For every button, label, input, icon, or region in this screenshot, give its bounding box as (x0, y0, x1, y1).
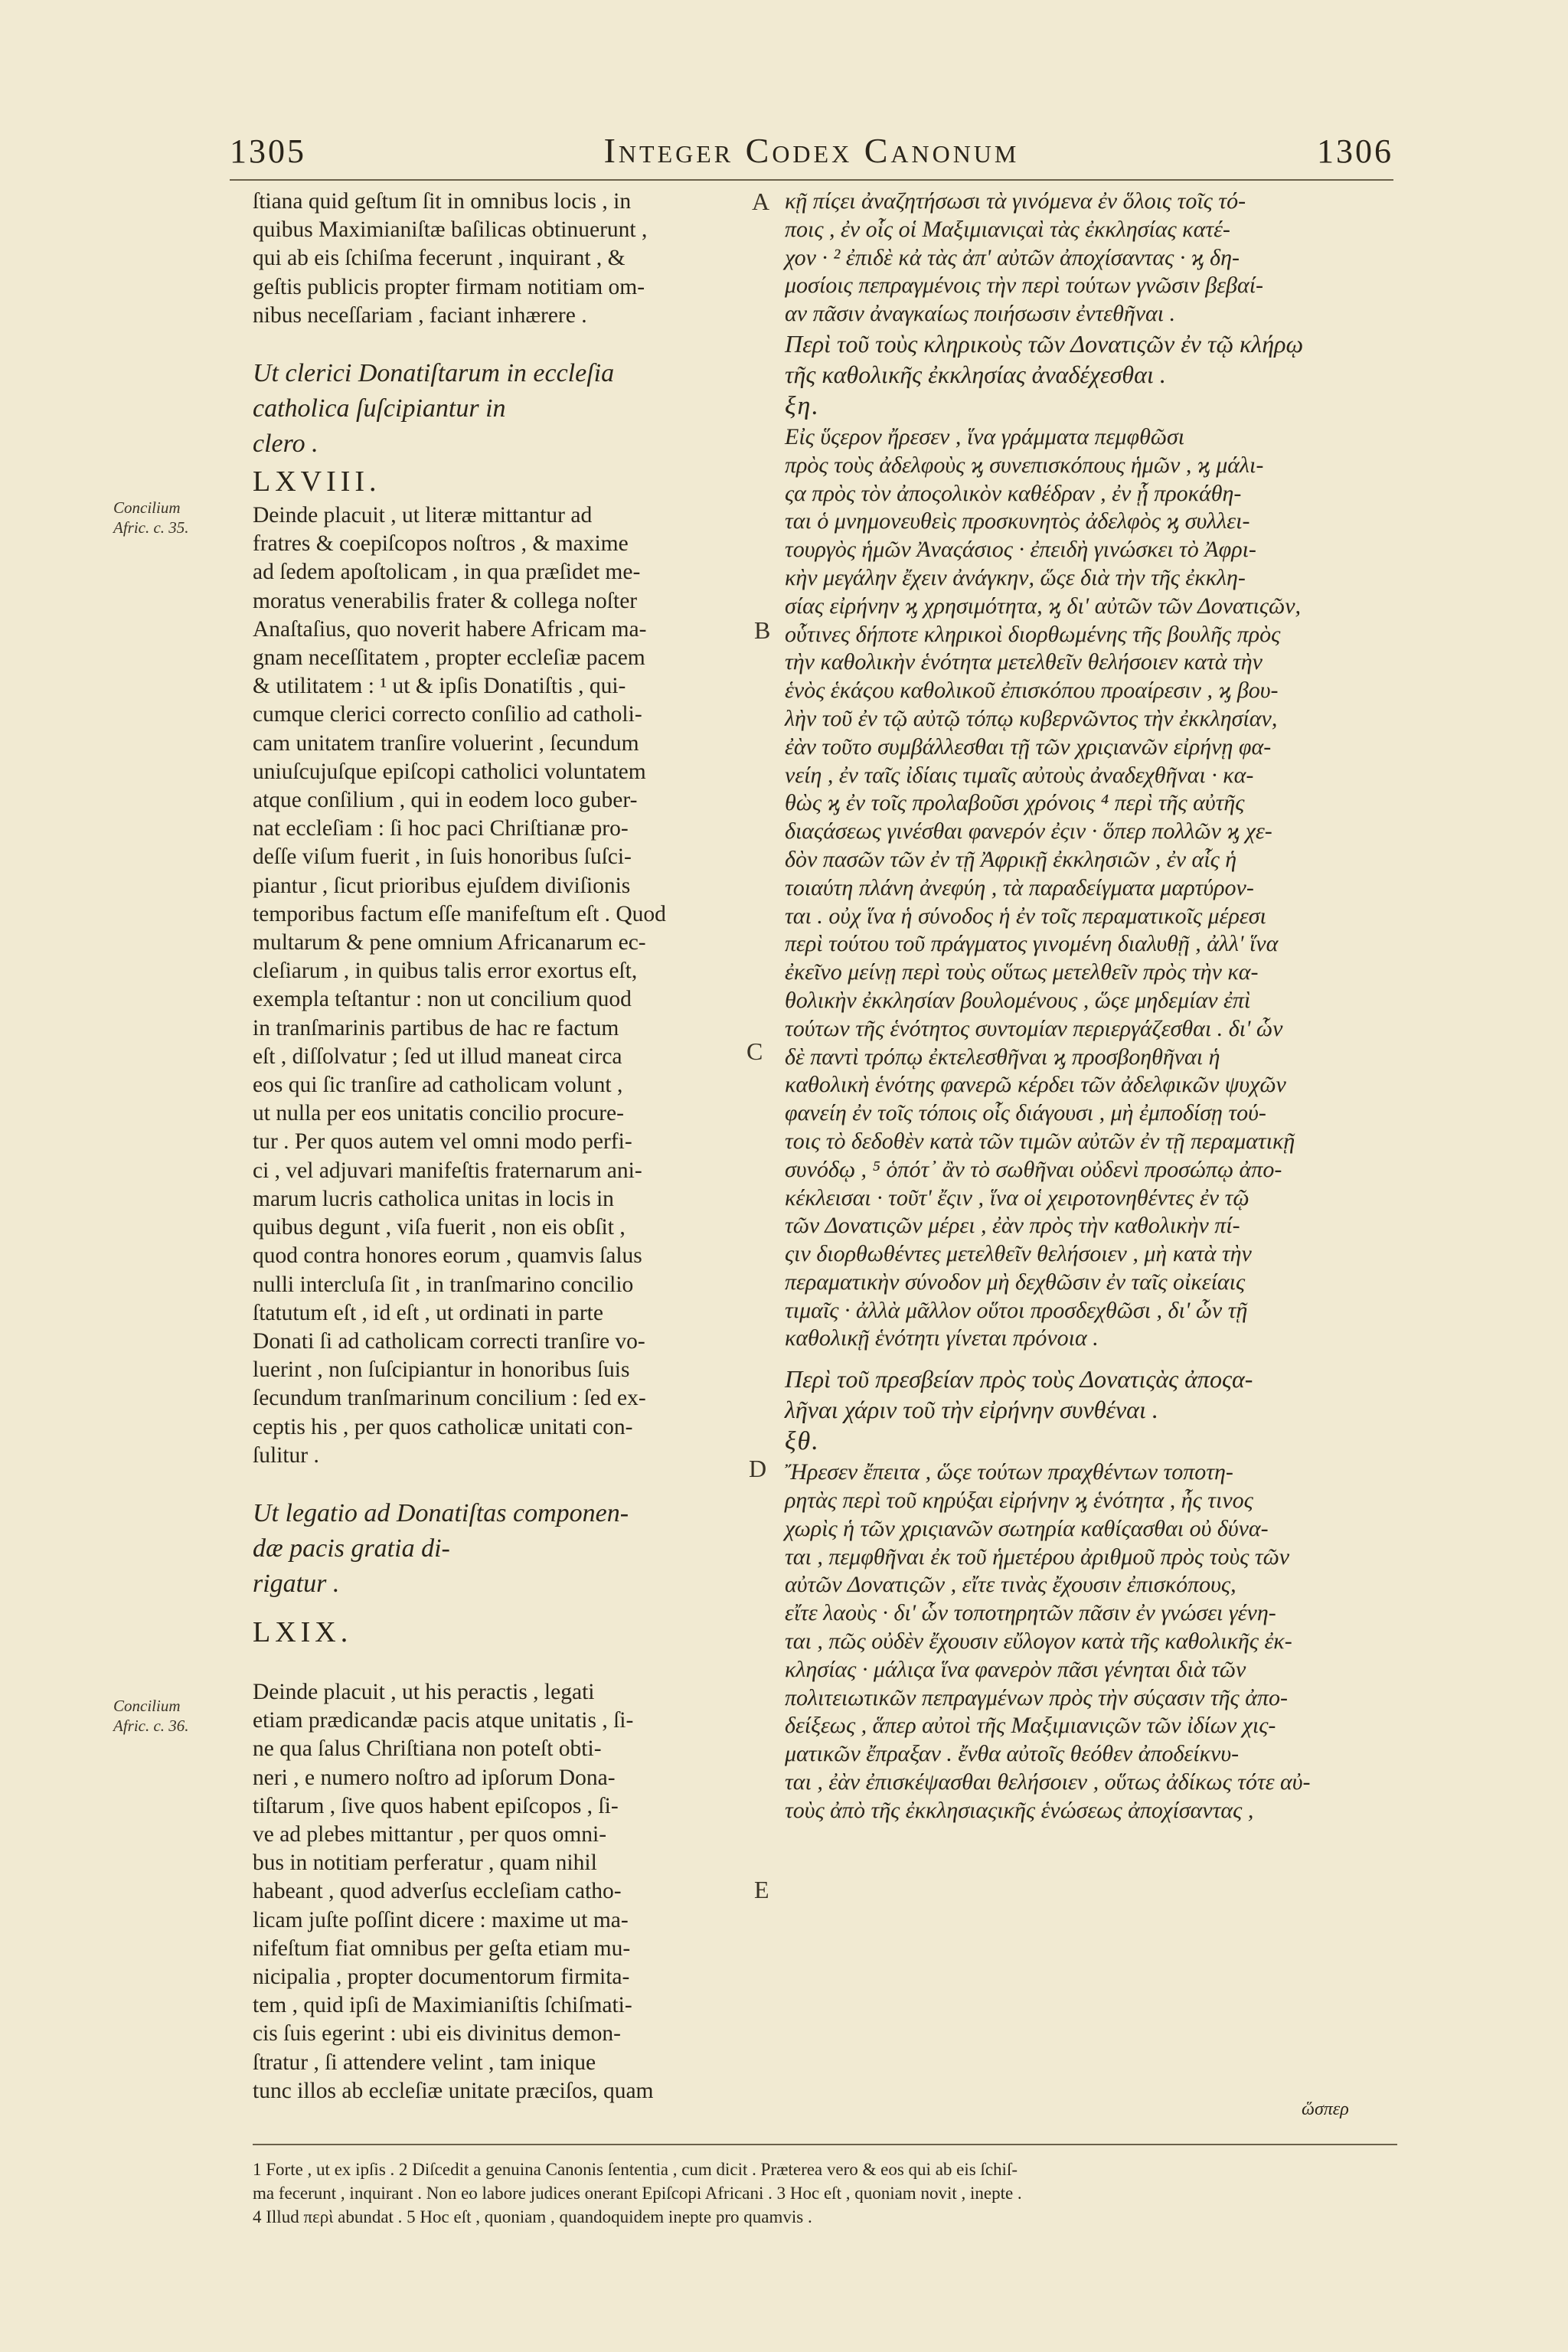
text-line: πολιτειωτικῶν πεπραγμένων πρὸς τὴν σύςασιν τῆς ἀπο- (785, 1684, 1288, 1710)
text-line: nicipalia , propter documentorum firmita- (253, 1964, 630, 1989)
text-line: licam juſte poſſint dicere : maxime ut ma- (253, 1907, 629, 1932)
text-line: σίας εἰρήνην ϗ χρησιμότητα, ϗ δι' αὐτῶν τῶν Δονατιςῶν, (785, 593, 1302, 619)
section-marker-d: D (749, 1455, 767, 1482)
text-line: cumque clerici correcto conſilio ad catholi- (253, 702, 642, 727)
text-line: ad ſedem apoſtolicam , in qua præſidet me- (253, 560, 641, 585)
text-line: bus in notitiam perferatur , quam nihil (253, 1851, 597, 1876)
text-line: cam unitatem tranſire voluerint , ſecundum (253, 730, 639, 756)
latin-canon-number-69: LXIX. (253, 1615, 353, 1648)
margin-note-line: Afric. c. 35. (113, 518, 189, 537)
text-line: quibus Maximianiſtæ baſilicas obtinuerunt , (253, 217, 648, 243)
text-line: ne qua ſalus Chriſtiana non poteſt obti- (253, 1736, 602, 1762)
text-line: tem , quid ipſi de Maximianiſtis ſchiſmati- (253, 1993, 632, 2018)
text-line: piantur , ſicut prioribus ejuſdem diviſionis (253, 873, 631, 898)
text-line: ρητὰς περὶ τοῦ κηρύξαι εἰρήνην ϗ ἑνότητα , ἧς τινος (785, 1488, 1253, 1514)
text-line: ſtatutum eſt , id eſt , ut ordinati in parte (253, 1300, 603, 1325)
section-marker-a: A (752, 188, 770, 215)
text-line: δείξεως , ἅπερ αὐτοὶ τῆς Μαξιμιανιςῶν τῶν ἰδίων χις- (785, 1713, 1276, 1739)
text-line: nibus neceſſariam , faciant inhærere . (253, 302, 587, 328)
text-line: συνόδῳ , ⁵ ὁπότ᾽ ἂν τὸ σωθῆναι οὐδενὶ προσώπῳ ἀπο- (785, 1156, 1282, 1182)
canon-heading-line: Περὶ τοῦ πρεσβείαν πρὸς τοὺς Δονατιςὰς ἀποςα- (785, 1365, 1253, 1393)
text-line: ve ad plebes mittantur , per quos omni- (253, 1821, 607, 1847)
running-title: Integer Codex Canonum (603, 131, 1020, 170)
text-line: τουργὸς ἡμῶν Ἀναςάσιος · ἐπειδὴ γινώσκει τὸ Ἀφρι- (785, 537, 1256, 563)
text-line: etiam prædicandæ pacis atque unitatis , ſi- (253, 1708, 634, 1733)
text-line: ceptis his , per quos catholicæ unitati con- (253, 1414, 633, 1439)
catchword: ὥσπερ (1302, 2099, 1349, 2119)
text-line: qui ab eis ſchiſma fecerunt , inquirant , & (253, 246, 626, 271)
text-line: uniuſcujuſque epiſcopi catholici voluntatem (253, 759, 646, 784)
latin-body-68 (253, 501, 743, 1470)
text-line: ἐὰν τοῦτο συμβάλλεσθαι τῇ τῶν χριςιανῶν εἰρήνῃ φα- (785, 733, 1272, 760)
text-line: ſulitur . (253, 1442, 319, 1468)
text-line: ſecundum tranſmarinum concilium : ſed ex- (253, 1386, 646, 1411)
canon-heading-line: catholica ſuſcipiantur in (253, 394, 506, 423)
text-line: quibus degunt , viſa fuerit , non eis obſit , (253, 1215, 626, 1240)
latin-column (253, 188, 743, 2105)
text-line: εἴτε λαοὺς · δι' ὧν τοποτηρητῶν πᾶσιν ἐν γνώσει γένη- (785, 1600, 1276, 1626)
canon-heading-line: rigatur . (253, 1569, 340, 1598)
text-line: ςα πρὸς τὸν ἀποςολικὸν καθέδραν , ἐν ᾗ προκάθη- (785, 480, 1242, 506)
text-line: Ἤρεσεν ἔπειτα , ὥςε τούτων πραχθέντων τοποτη- (785, 1459, 1233, 1485)
text-line: νείη , ἐν ταῖς ἰδίαις τιμαῖς αὐτοὺς ἀναδεχθῆναι · κα- (785, 762, 1254, 788)
text-line: φανείη ἐν τοῖς τόποις οἷς διάγουσι , μὴ ἐμποδίσῃ τού- (785, 1100, 1266, 1126)
canon-heading-line: clero . (253, 430, 318, 459)
text-line: atque conſilium , qui in eodem loco guber- (253, 788, 638, 813)
text-line: Εἰς ὕςερον ἤρεσεν , ἵνα γράμματα πεμφθῶσι (785, 423, 1185, 449)
text-line: τοις τὸ δεδοθὲν κατὰ τῶν τιμῶν αὐτῶν ἐν τῇ περαματικῇ (785, 1128, 1295, 1154)
text-line: in tranſmarinis partibus de hac re factum (253, 1015, 619, 1040)
text-line: λὴν τοῦ ἐν τῷ αὐτῷ τόπῳ κυβερνῶντος τὴν ἐκκλησίαν, (785, 705, 1278, 731)
text-line: θολικὴν ἐκκλησίαν βουλομένους , ὥςε μηδεμίαν ἐπὶ (785, 987, 1251, 1013)
latin-body-69 (253, 1678, 743, 2105)
text-line: Donati ſi ad catholicam correcti tranſire vo- (253, 1328, 645, 1354)
text-line: moratus venerabilis frater & collega noſter (253, 588, 638, 613)
canon-heading-line: Περὶ τοῦ τοὺς κληρικοὺς τῶν Δονατιςῶν ἐν τῷ κλήρῳ (785, 329, 1304, 358)
text-line: ται , πῶς οὐδὲν ἔχουσιν εὔλογον κατὰ τῆς καθολικῆς ἐκ- (785, 1628, 1292, 1655)
section-marker-c: C (746, 1037, 763, 1065)
text-line: ματικῶν ἔπραξαν . ἔνθα αὐτοῖς θεόθεν ἀποδείκνυ- (785, 1741, 1240, 1767)
page-number-right: 1306 (1316, 132, 1393, 170)
text-line: κέκλεισαι · τοῦτ' ἔςιν , ἵνα οἱ χειροτονηθέντες ἐν τῷ (785, 1184, 1250, 1210)
greek-column (785, 188, 1397, 1825)
footnote-line: 1 Forte , ut ex ipſis . 2 Diſcedit a genuina Canonis ſententia , cum dicit . Præterea vero & eos qui ab eis ſchiſ- (253, 2160, 1018, 2179)
latin-heading-68 (253, 356, 743, 462)
text-line: τῶν Δονατιςῶν μέρει , ἐὰν πρὸς τὴν καθολικὴν πί- (785, 1213, 1240, 1239)
text-line: τιμαῖς · ἀλλὰ μᾶλλον οὕτοι προσδεχθῶσι , δι' ὧν τῇ (785, 1297, 1248, 1323)
text-line: fratres & coepiſcopos noſtros , & maxime (253, 531, 629, 557)
margin-note-canon-69 (113, 1696, 220, 1736)
text-line: τοιαύτη πλάνη ἀνεφύη , τὰ παραδείγματα μαρτύρον- (785, 874, 1254, 900)
text-line: θὼς ϗ ἐν τοῖς προλαβοῦσι χρόνοις ⁴ περὶ τῆς αὐτῆς (785, 790, 1245, 816)
text-line: δὲ παντὶ τρόπῳ ἐκτελεσθῆναι ϗ προσβοηθῆναι ἡ (785, 1044, 1220, 1070)
text-line: τοὺς ἀπὸ τῆς ἐκκλησιαςικῆς ἑνώσεως ἀποχίσαντας , (785, 1797, 1254, 1823)
text-line: tunc illos ab eccleſiæ unitate præciſos, quam (253, 2078, 654, 2103)
text-line: διαςάσεως γινέσθαι φανερόν ἐςιν · ὅπερ πολλῶν ϗ χε- (785, 818, 1272, 844)
text-line: τούτων τῆς ἑνότητος συντομίαν περιεργάζεσθαι . δι' ὧν (785, 1015, 1283, 1041)
text-line: luerint , non ſuſcipiantur in honoribus ſuis (253, 1357, 630, 1383)
text-line: Anaſtaſius, quo noverit habere Africam ma- (253, 616, 647, 642)
text-line: cis ſuis egerint : ubi eis divinitus demon- (253, 2021, 621, 2047)
greek-canon-number-68: ξη. (785, 391, 820, 420)
text-line: ται ὁ μνημονευθεὶς προσκυνητὸς ἀδελφὸς ϗ συλλει- (785, 508, 1250, 534)
latin-canon-number-68: LXVIII. (253, 466, 381, 498)
text-line: ſtratur , ſi attendere velint , tam inique (253, 2050, 596, 2075)
footnote-line: ma fecerunt , inquirant . Non eo labore judices onerant Epiſcopi Africani . 3 Hoc eſt , quoniam novit , inepte . (253, 2184, 1022, 2203)
text-line: tiſtarum , ſive quos habent epiſcopos , ſi- (253, 1793, 619, 1818)
text-line: ςιν διορθωθέντες μετελθεῖν θελήσοιεν , μὴ κατὰ τὴν (785, 1241, 1252, 1267)
text-line: ci , vel adjuvari manifeſtis fraternarum ani- (253, 1158, 642, 1183)
text-line: χωρὶς ἡ τῶν χριςιανῶν σωτηρία καθίςασθαι οὐ δύνα- (785, 1515, 1269, 1541)
text-line: neri , e numero noſtro ad ipſorum Dona- (253, 1765, 616, 1790)
section-marker-e: E (754, 1876, 769, 1903)
text-line: & utilitatem : ¹ ut & ipſis Donatiſtis , qui- (253, 674, 626, 699)
text-line: tur . Per quos autem vel omni modo perfi- (253, 1129, 632, 1155)
footnote-rule (253, 2144, 1397, 2145)
text-line: marum lucris catholica unitas in locis in (253, 1186, 614, 1211)
canon-heading-line: Ut clerici Donatiſtarum in eccleſia (253, 359, 615, 388)
text-line: multarum & pene omnium Africanarum ec- (253, 930, 646, 956)
text-line: μοσίοις πεπραγμένοις τὴν περὶ τούτων γνῶσιν βεβαί- (785, 273, 1264, 299)
text-line: deſſe viſum fuerit , in ſuis honoribus ſuſci- (253, 844, 632, 870)
text-line: χον · ² ἐπιδὲ κἀ τὰς ἀπ' αὐτῶν ἀποχίσαντας · ϗ δη- (785, 244, 1240, 270)
page-number-left: 1305 (230, 132, 306, 170)
greek-body-69 (785, 1459, 1397, 1824)
footnote-line: 4 Illud περὶ abundat . 5 Hoc eſt , quoniam , quandoquidem inepte pro quamvis . (253, 2207, 812, 2226)
latin-heading-69 (253, 1496, 743, 1602)
text-line: exempla teſtantur : non ut concilium quod (253, 987, 632, 1012)
canon-heading-line: dæ pacis gratia di- (253, 1534, 450, 1563)
text-line: ἑνὸς ἑκάςου καθολικοῦ ἐπισκόπου προαίρεσιν , ϗ βου- (785, 678, 1279, 704)
margin-note-line: Concilium (113, 1697, 181, 1715)
text-line: αν πᾶσιν ἀναγκαίως ποιήσωσιν ἐντεθῆναι . (785, 301, 1176, 327)
greek-body-68 (785, 423, 1397, 1353)
header-rule (230, 179, 1393, 181)
text-line: κλησίας · μάλιςα ἵνα φανερὸν πᾶσι γένηται διὰ τῶν (785, 1656, 1246, 1682)
greek-intro (785, 188, 1397, 328)
canon-heading-line: τῆς καθολικῆς ἐκκλησίας ἀναδέχεσθαι . (785, 360, 1166, 388)
text-line: Deinde placuit , ut his peractis , legati (253, 1679, 595, 1704)
text-line: nat eccleſiam : ſi hoc paci Chriſtianæ pro- (253, 816, 629, 841)
text-line: nifeſtum fiat omnibus per geſta etiam mu- (253, 1936, 631, 1961)
text-line: Deinde placuit , ut literæ mittantur ad (253, 503, 593, 528)
text-line: περαματικὴν σύνοδον μὴ δεχθῶσιν ἐν ταῖς οἰκείαις (785, 1269, 1246, 1295)
text-line: περὶ τούτου τοῦ πράγματος γινομένη διαλυθῇ , ἀλλ' ἵνα (785, 931, 1279, 957)
text-line: ποις , ἐν οἷς οἱ Μαξιμιανιςαὶ τὰς ἐκκλησίας κατέ- (785, 216, 1230, 242)
running-head (230, 130, 1393, 184)
text-line: αὐτῶν Δονατιςῶν , εἴτε τινὰς ἔχουσιν ἐπισκόπους, (785, 1572, 1236, 1598)
text-line: geſtis publicis propter firmam notitiam om- (253, 274, 645, 299)
margin-note-line: Concilium (113, 498, 181, 517)
text-line: πρὸς τοὺς ἀδελφοὺς ϗ συνεπισκόπους ἡμῶν , ϗ μάλι- (785, 452, 1264, 478)
greek-canon-number-69: ξθ. (785, 1427, 820, 1456)
canon-heading-line: λῆναι χάριν τοῦ τὴν εἰρήνην συνθέναι . (785, 1396, 1158, 1424)
text-line: eſt , diſſolvatur ; ſed ut illud maneat circa (253, 1044, 622, 1069)
text-line: temporibus factum eſſe manifeſtum eſt . Quod (253, 901, 666, 926)
text-line: ται , ἐὰν ἐπισκέψασθαι θελήσοιεν , οὕτως ἀδίκως τότε αὐ- (785, 1769, 1311, 1795)
text-line: ται . οὐχ ἵνα ἡ σύνοδος ἡ ἐν τοῖς περαματικοῖς μέρεσι (785, 903, 1266, 929)
greek-heading-69 (785, 1364, 1397, 1425)
text-line: ἐκεῖνο μείνῃ περὶ τοὺς οὕτως μετελθεῖν πρὸς τὴν κα- (785, 959, 1259, 985)
text-line: καθολικὴ ἑνότης φανερῶ κέρδει τῶν ἀδελφικῶν ψυχῶν (785, 1072, 1286, 1098)
text-line: ut nulla per eos unitatis concilio procure- (253, 1101, 624, 1126)
text-line: οὗτινες δήποτε κληρικοὶ διορθωμένης τῆς βουλῆς πρὸς (785, 621, 1281, 647)
margin-note-canon-68 (113, 498, 220, 537)
section-marker-b: B (754, 616, 771, 644)
latin-intro (253, 188, 743, 330)
footnotes (253, 2158, 1397, 2229)
text-line: nulli intercluſa ſit , in tranſmarino concilio (253, 1272, 634, 1297)
text-line: καθολικῇ ἑνότητι γίνεται πρόνοια . (785, 1325, 1099, 1351)
text-line: δὸν πασῶν τῶν ἐν τῇ Ἀφρικῇ ἐκκλησιῶν , ἐν αἷς ἡ (785, 846, 1237, 872)
text-line: habeant , quod adverſus eccleſiam catho- (253, 1879, 622, 1904)
text-line: ται , πεμφθῆναι ἐκ τοῦ ἡμετέρου ἀριθμοῦ πρὸς τοὺς τῶν (785, 1544, 1290, 1570)
text-line: ſtiana quid geſtum ſit in omnibus locis , in (253, 189, 632, 214)
greek-heading-68 (785, 328, 1397, 390)
text-line: gnam neceſſitatem , propter eccleſiæ pacem (253, 645, 645, 671)
text-line: κὴν μεγάλην ἔχειν ἀνάγκην, ὥςε διὰ τὴν τῆς ἐκκλη- (785, 564, 1246, 590)
text-line: κῇ πίςει ἀναζητήσωσι τὰ γινόμενα ἐν ὅλοις τοῖς τό- (785, 188, 1246, 214)
text-line: quod contra honores eorum , quamvis ſalus (253, 1243, 642, 1269)
margin-note-line: Afric. c. 36. (113, 1717, 189, 1735)
canon-heading-line: Ut legatio ad Donatiſtas componen- (253, 1498, 629, 1527)
text-line: cleſiarum , in quibus talis error exortus eſt, (253, 959, 638, 984)
text-line: eos qui ſic tranſire ad catholicam volunt , (253, 1073, 623, 1098)
text-line: τὴν καθολικὴν ἑνότητα μετελθεῖν θελήσοιεν κατὰ τὴν (785, 649, 1263, 675)
